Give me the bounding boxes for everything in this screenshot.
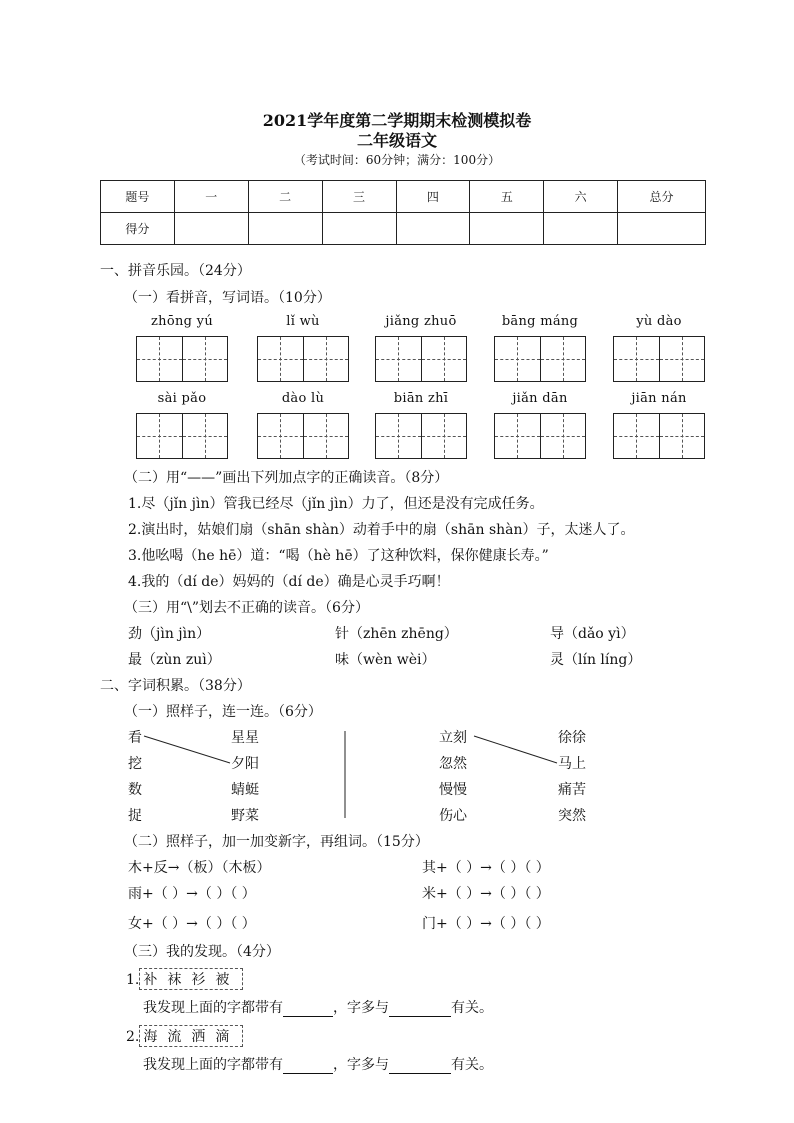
question-item: 灵（lín líng） (550, 652, 642, 668)
pinyin-label: lǐ wù (286, 314, 320, 329)
table-cell: 三 (322, 181, 396, 213)
example-item: 木+反→（板）（木板） (128, 860, 271, 876)
pinyin-label: yù dào (636, 314, 682, 329)
pinyin-label: bāng máng (501, 314, 579, 329)
pinyin-label: dào lù (281, 391, 325, 406)
group-number: 1. (126, 972, 140, 988)
sentence-part: ，字多与 (333, 1057, 389, 1073)
answer-blank[interactable] (389, 1057, 451, 1074)
answer-blank[interactable] (389, 1000, 451, 1017)
question-item: 3.他吆喝（he hē）道：“喝（hè hē）了这种饮料，保你健康长寿。” (128, 548, 549, 564)
answer-blank[interactable] (283, 1057, 333, 1074)
section2-part3-title: （三）我的发现。（4分） (124, 944, 280, 960)
question-item: 味（wèn wèi） (335, 652, 436, 668)
match-word: 蜻蜓 (231, 782, 259, 798)
match-word: 慢慢 (439, 782, 467, 798)
sentence-part: 我发现上面的字都带有 (143, 1057, 283, 1073)
pinyin-label: biān zhī (393, 391, 449, 406)
table-cell: 二 (248, 181, 322, 213)
table-cell: 得分 (101, 213, 175, 245)
question-item: 其+（ ）→（ ）（ ） (422, 860, 550, 876)
pinyin-label: jiǎng zhuō (385, 314, 457, 329)
section1-part3-title: （三）用“\”划去不正确的读音。（6分） (124, 600, 369, 616)
exam-subtitle: 二年级语文 (356, 131, 437, 150)
match-word: 野菜 (231, 808, 259, 824)
match-word: 痛苦 (558, 782, 586, 798)
discovery-sentence-1 (143, 997, 493, 1017)
question-item: 雨+（ ）→（ ）（ ） (128, 886, 256, 902)
match-word: 挖 (128, 756, 142, 772)
char-group-box: 海流洒滴 (139, 1025, 243, 1047)
pinyin-label: zhōng yú (151, 314, 213, 329)
table-cell: 题号 (101, 181, 175, 213)
sentence-part: 有关。 (451, 1000, 493, 1016)
group-number: 2. (126, 1029, 140, 1045)
question-item: 2.演出时，姑娘们扇（shān shàn）动着手中的扇（shān shàn）子，太迷人了。 (128, 522, 635, 538)
table-cell: 一 (174, 181, 248, 213)
section1-title: 一、拼音乐园。（24分） (100, 263, 251, 279)
sentence-part: 我发现上面的字都带有 (143, 1000, 283, 1016)
table-cell: 五 (470, 181, 544, 213)
section2-title: 二、字词积累。（38分） (100, 678, 251, 694)
question-item: 针（zhēn zhēng） (335, 626, 458, 642)
sentence-part: 有关。 (451, 1057, 493, 1073)
question-item: 4.我的（dí de）妈妈的（dí de）确是心灵手巧啊！ (128, 574, 450, 590)
question-item: 米+（ ）→（ ）（ ） (422, 886, 550, 902)
match-word: 捉 (128, 808, 142, 824)
match-word: 徐徐 (558, 730, 586, 746)
pinyin-label: sài pǎo (157, 391, 207, 406)
question-item: 1.尽（jǐn jìn）管我已经尽（jǐn jìn）力了，但还是没有完成任务。 (128, 496, 544, 512)
match-word: 立刻 (439, 730, 467, 746)
question-item: 导（dǎo yì） (550, 626, 635, 642)
match-word: 看 (128, 730, 142, 746)
char-group-box: 补袜衫被 (139, 968, 243, 990)
question-item: 门+（ ）→（ ）（ ） (422, 916, 550, 932)
pinyin-label: jiǎn dān (512, 391, 568, 406)
section1-part2-title: （二）用“——”画出下列加点字的正确读音。（8分） (124, 470, 449, 486)
match-word: 忽然 (439, 756, 467, 772)
table-cell: 四 (396, 181, 470, 213)
discovery-sentence-2 (143, 1054, 493, 1074)
pinyin-label: jiān nán (631, 391, 687, 406)
answer-blank[interactable] (283, 1000, 333, 1017)
question-item: 女+（ ）→（ ）（ ） (128, 916, 256, 932)
table-cell: 总分 (618, 181, 706, 213)
discovery-group-1 (126, 968, 243, 990)
exam-title: 2021学年度第二学期期末检测模拟卷 (262, 111, 532, 130)
match-word: 伤心 (439, 808, 467, 824)
match-word: 突然 (558, 808, 586, 824)
match-word: 马上 (558, 756, 586, 772)
example-match-line (474, 736, 557, 763)
sentence-part: ，字多与 (333, 1000, 389, 1016)
section2-part2-title: （二）照样子，加一加变新字，再组词。（15分） (124, 834, 429, 850)
question-item: 最（zùn zuì） (128, 652, 221, 668)
match-word: 星星 (231, 730, 259, 746)
exam-info: （考试时间：60分钟；满分：100分） (293, 153, 501, 167)
section2-part1-title: （一）照样子，连一连。（6分） (124, 704, 322, 720)
question-item: 劲（jìn jìn） (128, 626, 211, 642)
match-word: 夕阳 (231, 756, 259, 772)
example-match-line (144, 736, 230, 763)
match-word: 数 (128, 782, 142, 798)
table-cell: 六 (544, 181, 618, 213)
section1-part1-title: （一）看拼音，写词语。（10分） (124, 290, 331, 306)
discovery-group-2 (126, 1025, 243, 1047)
